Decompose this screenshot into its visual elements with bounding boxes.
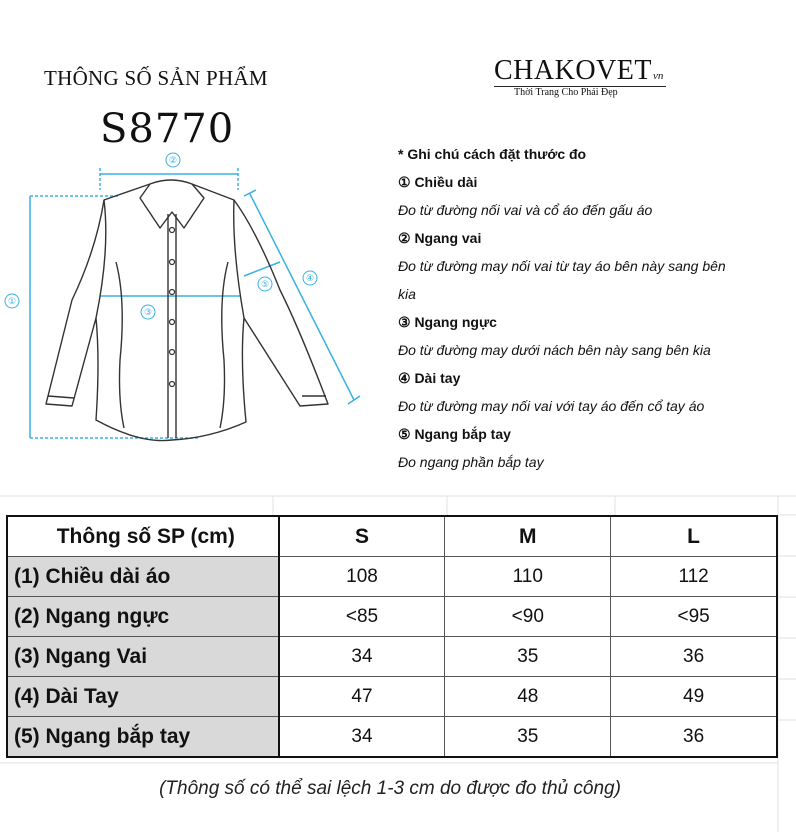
- row-label: (2) Ngang ngực: [7, 597, 279, 637]
- header-cell-l: L: [611, 516, 777, 557]
- cell-m: <90: [445, 597, 611, 637]
- table-row: [7, 637, 777, 677]
- size-table: [6, 515, 778, 758]
- table-header-row: [7, 516, 777, 557]
- cell-m: 48: [445, 677, 611, 717]
- marker-2: ②: [168, 156, 178, 166]
- table-row: [7, 717, 777, 758]
- measurement-disclaimer: (Thông số có thể sai lệch 1-3 cm do được đo thủ công): [159, 778, 621, 799]
- note-1-desc: Đo từ đường nối vai và cổ áo đến gấu áo: [398, 202, 653, 218]
- note-2-desc: Đo từ đường may nối vai từ tay áo bên này sang bên: [398, 258, 726, 274]
- cell-s: 34: [279, 637, 445, 677]
- brand-logo: [494, 55, 684, 98]
- note-2-label: ② Ngang vai: [398, 230, 482, 246]
- note-3-desc: Đo từ đường may dưới nách bên này sang bên kia: [398, 342, 711, 358]
- note-2-desc-cont: kia: [398, 286, 416, 302]
- cell-m: 35: [445, 717, 611, 758]
- cell-s: 34: [279, 717, 445, 758]
- note-4-label: ④ Dài tay: [398, 370, 461, 386]
- cell-s: <85: [279, 597, 445, 637]
- marker-3: ③: [143, 308, 153, 318]
- note-1-label: ① Chiều dài: [398, 174, 478, 190]
- note-3-label: ③ Ngang ngực: [398, 314, 497, 330]
- marker-1: ①: [7, 297, 17, 307]
- table-row: [7, 677, 777, 717]
- brand-suffix: vn: [653, 70, 664, 82]
- header-cell-label: Thông số SP (cm): [7, 516, 279, 557]
- row-label: (4) Dài Tay: [7, 677, 279, 717]
- notes-heading: * Ghi chú cách đặt thước đo: [398, 146, 587, 162]
- note-5-label: ⑤ Ngang bắp tay: [398, 426, 511, 442]
- row-label: (5) Ngang bắp tay: [7, 717, 279, 758]
- marker-4: ④: [305, 274, 315, 284]
- cell-l: <95: [611, 597, 777, 637]
- measurement-notes: [398, 146, 788, 482]
- cell-s: 108: [279, 557, 445, 597]
- table-row: [7, 597, 777, 637]
- product-code: S8770: [100, 106, 235, 152]
- shirt-diagram: [0, 150, 380, 450]
- marker-5: ⑤: [260, 280, 270, 290]
- note-4-desc: Đo từ đường may nối vai với tay áo đến cổ tay áo: [398, 398, 705, 414]
- cell-s: 47: [279, 677, 445, 717]
- row-label: (1) Chiều dài áo: [7, 557, 279, 597]
- note-5-desc: Đo ngang phần bắp tay: [398, 454, 544, 470]
- table-row: [7, 557, 777, 597]
- cell-m: 35: [445, 637, 611, 677]
- cell-l: 49: [611, 677, 777, 717]
- cell-m: 110: [445, 557, 611, 597]
- cell-l: 36: [611, 637, 777, 677]
- brand-name: CHAKOVET: [494, 55, 652, 86]
- cell-l: 112: [611, 557, 777, 597]
- row-label: (3) Ngang Vai: [7, 637, 279, 677]
- header-cell-s: S: [279, 516, 445, 557]
- header-cell-m: M: [445, 516, 611, 557]
- page-title: THÔNG SỐ SẢN PHẨM: [44, 66, 268, 90]
- brand-tagline: Thời Trang Cho Phái Đẹp: [514, 87, 618, 98]
- cell-l: 36: [611, 717, 777, 758]
